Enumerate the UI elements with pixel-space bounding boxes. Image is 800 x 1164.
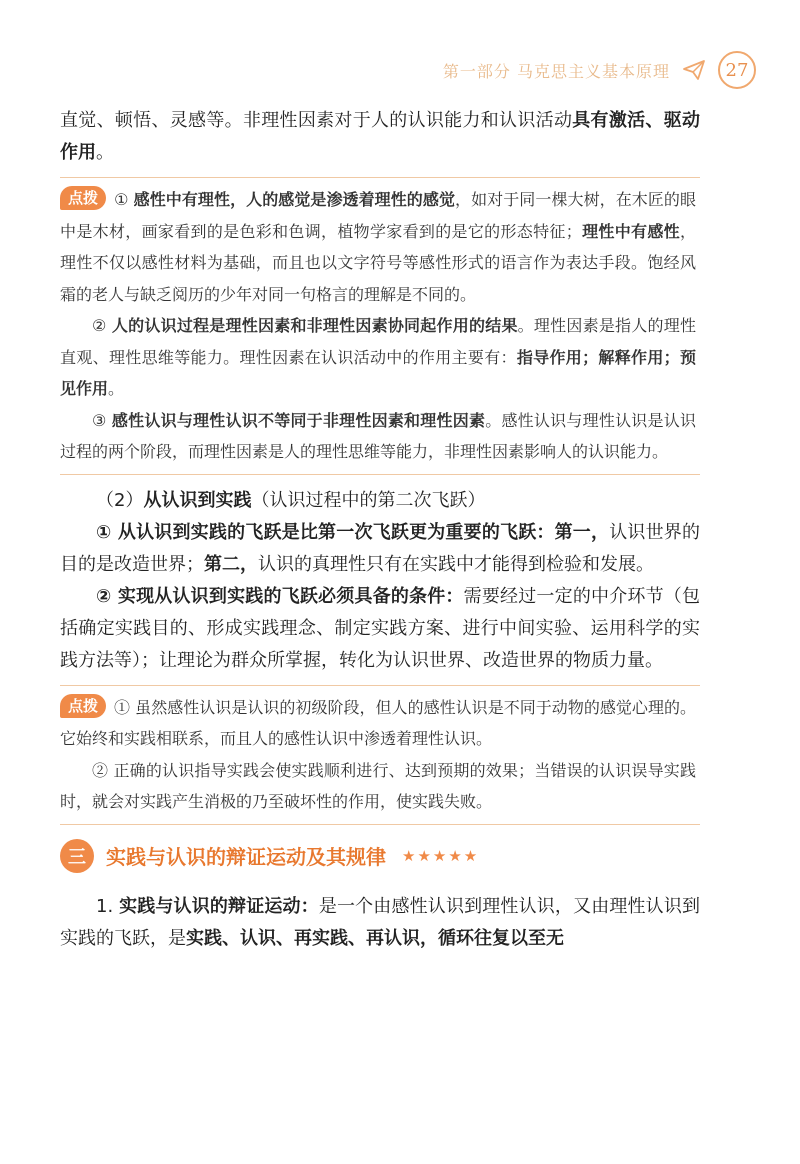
tip2-para2: ② 正确的认识指导实践会使实践顺利进行、达到预期的效果；当错误的认识误导实践时，就会对实践产生消极的乃至破坏性的作用，使实践失败。	[60, 760, 696, 811]
page-content	[60, 105, 700, 955]
subsection-item-1: ① 从认识到实践的飞跃是比第一次飞跃更为重要的飞跃：第一，认识世界的目的是改造世界；第二，认识的真理性只有在实践中才能得到检验和发展。	[60, 521, 700, 575]
section-paragraph-1: 1. 实践与认识的辩证运动：是一个由感性认识到理性认识，又由理性认识到实践的飞跃，是实践、认识、再实践、再认识，循环往复以至无	[60, 895, 700, 949]
section-number-badge: 三	[60, 839, 94, 873]
tip-box-2	[60, 685, 700, 825]
section-heading	[60, 839, 700, 873]
tip1-para2: ② 人的认识过程是理性因素和非理性因素协同起作用的结果。理性因素是指人的理性直观、理性思维等能力。理性因素在认识活动中的作用主要有：指导作用；解释作用；预见作用。	[60, 316, 696, 398]
tip2-para1: 点拨 ① 虽然感性认识是认识的初级阶段，但人的感性认识是不同于动物的感觉心理的。它始终和实践相联系，而且人的感性认识中渗透着理性认识。	[60, 692, 696, 755]
intro-paragraph: 直觉、顿悟、灵感等。非理性因素对于人的认识能力和认识活动具有激活、驱动作用。	[60, 110, 700, 163]
tip-badge: 点拨	[60, 694, 106, 718]
section-title-text: 实践与认识的辩证运动及其规律	[106, 845, 386, 869]
tip-badge: 点拨	[60, 186, 106, 210]
tip-box-1	[60, 177, 700, 475]
paper-plane-icon	[682, 58, 706, 82]
page-number: 27	[718, 51, 756, 89]
section-title: 第一部分 马克思主义基本原理	[442, 61, 670, 81]
page-header	[443, 52, 756, 88]
tip1-para1: 点拨 ① 感性中有理性，人的感觉是渗透着理性的感觉，如对于同一棵大树，在木匠的眼中是木材，画家看到的是色彩和色调，植物学家看到的是它的形态特征；理性中有感性，理性不仅以感性材料为基础，而且也以文字符号等感性形式的语言作为表达手段。饱经风霜的老人与缺乏阅历的少年对同一句格言的理解是不同的。	[60, 184, 696, 310]
subsection-item-2: ② 实现从认识到实践的飞跃必须具备的条件：需要经过一定的中介环节（包括确定实践目的、形成实践理念、制定实践方案、进行中间实验、运用科学的实践方法等）；让理论为群众所掌握，转化为认识世界、改造世界的物质力量。	[60, 585, 700, 671]
tip1-para3: ③ 感性认识与理性认识不等同于非理性因素和理性因素。感性认识与理性认识是认识过程的两个阶段，而理性因素是人的理性思维等能力，非理性因素影响人的认识能力。	[60, 410, 696, 461]
subsection-heading: （2）从认识到实践（认识过程中的第二次飞跃）	[96, 489, 486, 511]
star-rating-icon: ★★★★★	[402, 846, 480, 865]
